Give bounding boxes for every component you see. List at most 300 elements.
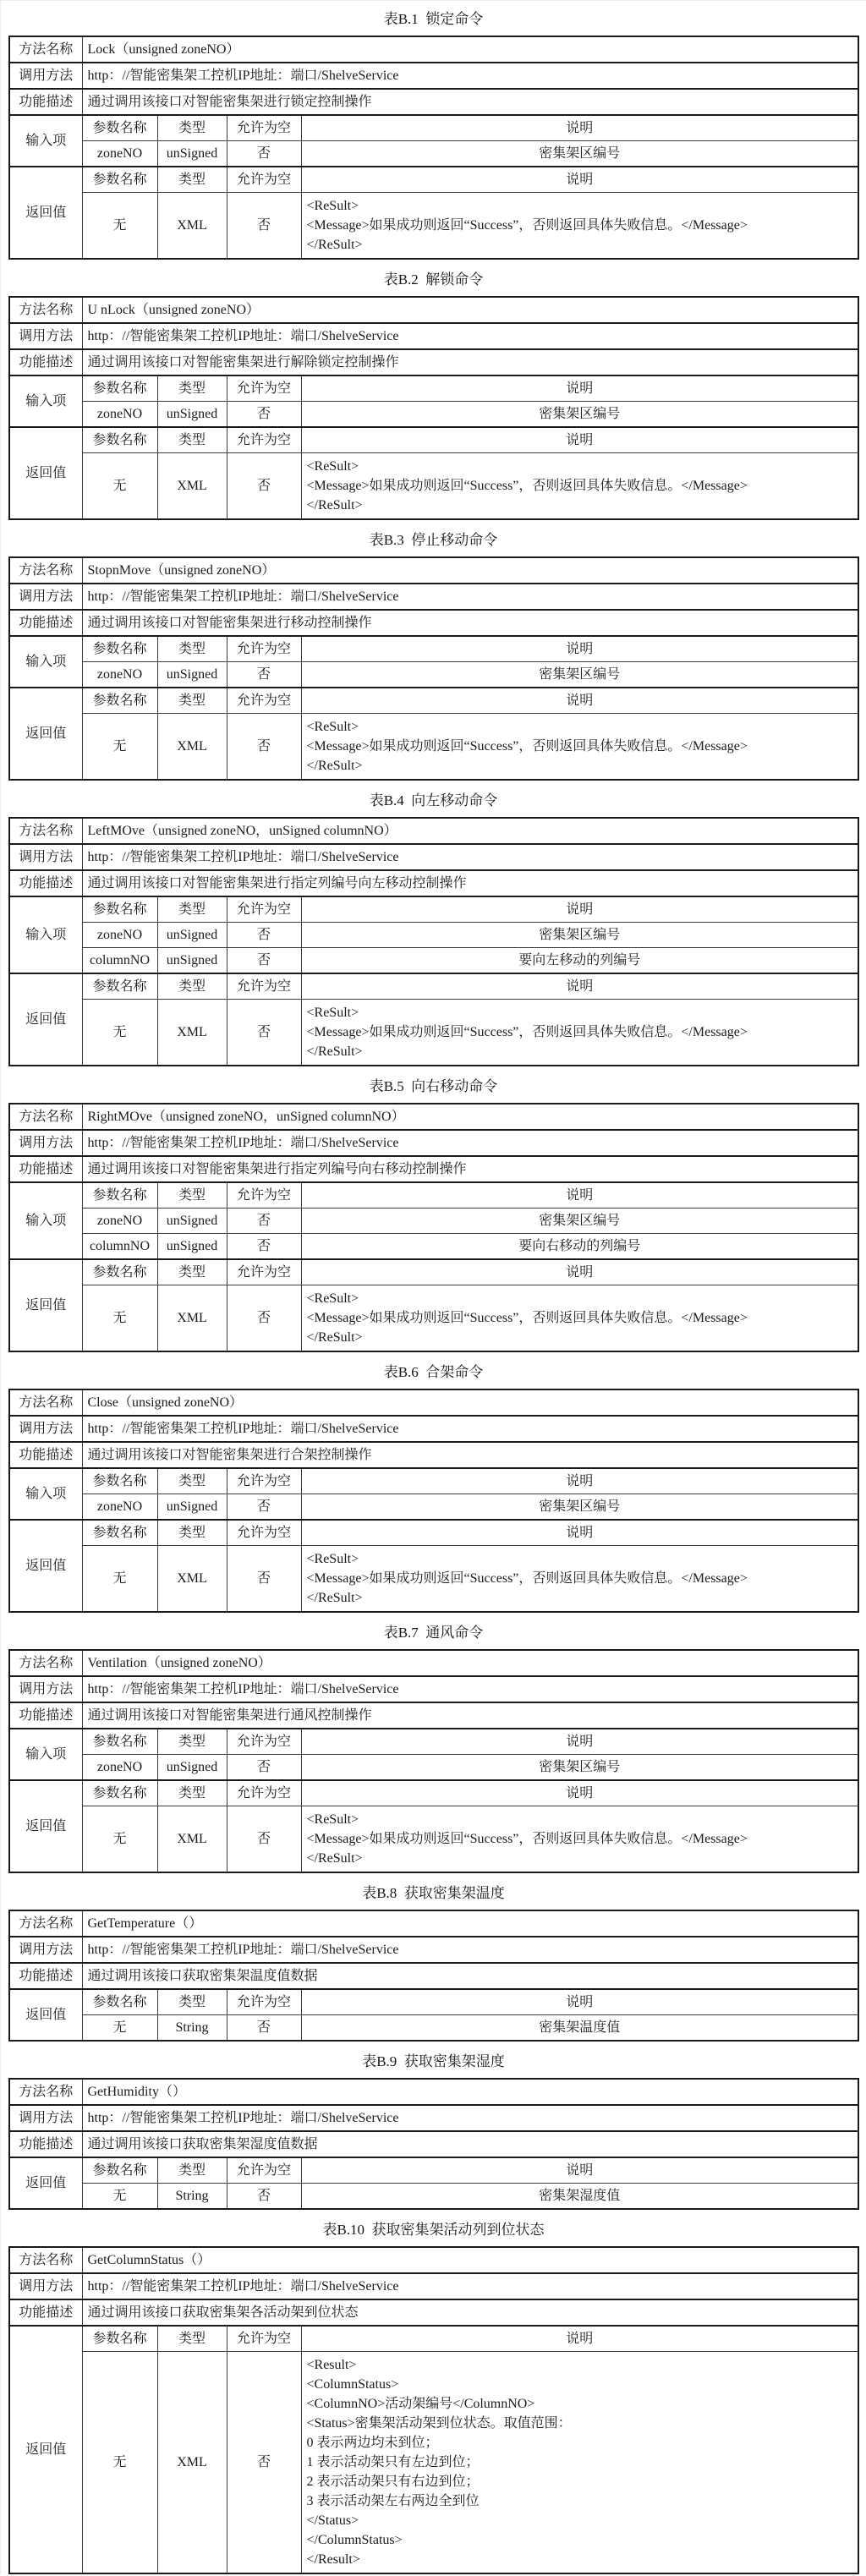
return-value-row: [9, 1546, 858, 1613]
call-method-value: http：//智能密集架工控机IP地址：端口/ShelveService: [82, 323, 858, 349]
method-name-row: [9, 1104, 858, 1130]
param-header-cell-2: 允许为空: [227, 1729, 301, 1755]
call-method-value: http：//智能密集架工控机IP地址：端口/ShelveService: [82, 1937, 858, 1963]
method-name-value: Ventilation（unsigned zoneNO）: [82, 1650, 858, 1676]
row-label-method-name: 方法名称: [9, 1104, 82, 1130]
param-header-cell-0: 参数名称: [82, 1259, 157, 1285]
function-desc-row: [9, 89, 858, 115]
xml-line: <Message>如果成功则返回“Success”，否则返回具体失败信息。</Message>: [306, 479, 748, 493]
xml-line: <Result>: [306, 2358, 357, 2372]
table-caption: 表B.6 合架命令: [383, 1364, 484, 1380]
param-header-cell-3: 说明: [301, 427, 858, 453]
row-label-call-method: 调用方法: [9, 2105, 82, 2131]
row-label-method-name: 方法名称: [9, 2247, 82, 2273]
xml-line: </ReSult>: [306, 1591, 363, 1605]
xml-line: <ColumnStatus>: [306, 2377, 399, 2392]
table-body: [9, 297, 858, 519]
api-table-block-8: [1, 1875, 866, 2042]
param-header-cell-1: 类型: [157, 1729, 227, 1755]
method-name-row: [9, 1650, 858, 1676]
call-method-row: [9, 1416, 858, 1442]
input-param-row: [9, 923, 858, 948]
function-desc-value: 通过调用该接口对智能密集架进行移动控制操作: [82, 610, 858, 636]
return-desc-cell: 密集架湿度值: [301, 2184, 858, 2210]
param-type-cell: unSigned: [157, 1209, 227, 1234]
return-section-header-row: [9, 1780, 858, 1806]
call-method-row: [9, 1676, 858, 1702]
return-desc-cell: [301, 1806, 858, 1873]
row-label-call-method: 调用方法: [9, 1416, 82, 1442]
call-method-row: [9, 323, 858, 349]
return-name-cell: 无: [82, 714, 157, 781]
call-method-row: [9, 1937, 858, 1963]
return-type-cell: XML: [157, 1546, 227, 1613]
return-name-cell: 无: [82, 2015, 157, 2042]
param-header-cell-2: 允许为空: [227, 688, 301, 714]
table-caption: 表B.3 停止移动命令: [369, 532, 498, 548]
param-header-cell-0: 参数名称: [82, 1182, 157, 1209]
xml-line: </ReSult>: [306, 1044, 363, 1059]
param-header-cell-3: 说明: [301, 973, 858, 1000]
return-name-cell: 无: [82, 1546, 157, 1613]
api-table-block-2: [1, 261, 866, 520]
param-header-cell-0: 参数名称: [82, 2326, 157, 2352]
return-nullable-cell: 否: [227, 2184, 301, 2210]
param-header-cell-1: 类型: [157, 1182, 227, 1209]
return-name-cell: 无: [82, 2184, 157, 2210]
param-header-cell-0: 参数名称: [82, 167, 157, 193]
xml-line: </ReSult>: [306, 1851, 363, 1866]
row-label-method-name: 方法名称: [9, 1389, 82, 1416]
function-desc-row: [9, 1156, 858, 1182]
row-label-function-desc: 功能描述: [9, 349, 82, 375]
param-nullable-cell: 否: [227, 1234, 301, 1260]
method-name-value: LeftMOve（unsigned zoneNO，unSigned columnNO）: [82, 818, 858, 844]
param-header-cell-1: 类型: [157, 167, 227, 193]
return-nullable-cell: 否: [227, 193, 301, 260]
xml-line: </ReSult>: [306, 238, 363, 252]
return-desc-cell: [301, 1285, 858, 1352]
return-type-cell: XML: [157, 1000, 227, 1066]
param-header-cell-0: 参数名称: [82, 1729, 157, 1755]
row-label-method-name: 方法名称: [9, 557, 82, 584]
return-section-header-row: [9, 167, 858, 193]
table-body: [9, 1104, 858, 1351]
param-type-cell: unSigned: [157, 662, 227, 688]
xml-line: 2 表示活动架只有右边到位；: [306, 2475, 480, 2489]
input-param-row: [9, 662, 858, 688]
param-nullable-cell: 否: [227, 923, 301, 948]
return-nullable-cell: 否: [227, 2352, 301, 2574]
param-header-cell-3: 说明: [301, 1520, 858, 1546]
row-label-return-section: 返回值: [9, 2157, 82, 2209]
return-name-cell: 无: [82, 1806, 157, 1873]
input-param-row: [9, 948, 858, 974]
param-header-cell-3: 说明: [301, 1989, 858, 2015]
api-table-block-3: [1, 522, 866, 781]
call-method-row: [9, 584, 858, 610]
param-header-cell-1: 类型: [157, 2326, 227, 2352]
function-desc-value: 通过调用该接口对智能密集架进行解除锁定控制操作: [82, 349, 858, 375]
method-name-row: [9, 1910, 858, 1937]
row-label-method-name: 方法名称: [9, 36, 82, 63]
row-label-input-section: 输入项: [9, 1729, 82, 1780]
return-value-row: [9, 1806, 858, 1873]
table-caption: 表B.9 获取密集架湿度: [362, 2053, 505, 2069]
input-section-header-row: [9, 1729, 858, 1755]
param-header-cell-1: 类型: [157, 2157, 227, 2184]
return-value-row: [9, 453, 858, 520]
param-header-cell-2: 允许为空: [227, 375, 301, 402]
call-method-value: http：//智能密集架工控机IP地址：端口/ShelveService: [82, 1416, 858, 1442]
param-header-cell-0: 参数名称: [82, 1468, 157, 1494]
param-header-cell-2: 允许为空: [227, 2157, 301, 2184]
method-name-value: GetColumnStatus（）: [82, 2247, 858, 2273]
param-desc-cell: 密集架区编号: [301, 923, 858, 948]
return-section-header-row: [9, 1259, 858, 1285]
xml-line: </ReSult>: [306, 498, 363, 512]
row-label-input-section: 输入项: [9, 896, 82, 973]
xml-line: <Message>如果成功则返回“Success”，否则返回具体失败信息。</Message>: [306, 1311, 748, 1325]
input-param-row: [9, 1234, 858, 1260]
function-desc-value: 通过调用该接口对智能密集架进行指定列编号向右移动控制操作: [82, 1156, 858, 1182]
row-label-return-section: 返回值: [9, 2326, 82, 2573]
param-header-cell-2: 允许为空: [227, 896, 301, 923]
param-nullable-cell: 否: [227, 402, 301, 428]
row-label-input-section: 输入项: [9, 115, 82, 167]
return-type-cell: XML: [157, 714, 227, 781]
param-header-cell-3: 说明: [301, 2157, 858, 2184]
input-param-row: [9, 402, 858, 428]
param-type-cell: unSigned: [157, 948, 227, 974]
method-name-row: [9, 2079, 858, 2105]
xml-line: <Message>如果成功则返回“Success”，否则返回具体失败信息。</Message>: [306, 1571, 748, 1586]
return-nullable-cell: 否: [227, 2015, 301, 2042]
xml-line: <ReSult>: [306, 1812, 359, 1827]
api-table: [8, 556, 859, 781]
return-nullable-cell: 否: [227, 1806, 301, 1873]
api-table: [8, 2078, 859, 2210]
xml-line: </Result>: [306, 2552, 360, 2567]
param-header-cell-2: 允许为空: [227, 2326, 301, 2352]
function-desc-value: 通过调用该接口对智能密集架进行合架控制操作: [82, 1442, 858, 1468]
param-header-cell-3: 说明: [301, 115, 858, 141]
param-header-cell-2: 允许为空: [227, 1259, 301, 1285]
input-section-header-row: [9, 115, 858, 141]
row-label-method-name: 方法名称: [9, 818, 82, 844]
method-name-value: Lock（unsigned zoneNO）: [82, 36, 858, 63]
row-label-function-desc: 功能描述: [9, 610, 82, 636]
return-name-cell: 无: [82, 453, 157, 520]
param-header-cell-2: 允许为空: [227, 1468, 301, 1494]
return-nullable-cell: 否: [227, 1000, 301, 1066]
row-label-input-section: 输入项: [9, 1182, 82, 1259]
param-header-cell-1: 类型: [157, 375, 227, 402]
table-caption: 表B.7 通风命令: [383, 1625, 484, 1641]
param-header-cell-1: 类型: [157, 1520, 227, 1546]
xml-line: <ReSult>: [306, 459, 359, 474]
call-method-value: http：//智能密集架工控机IP地址：端口/ShelveService: [82, 1130, 858, 1156]
row-label-function-desc: 功能描述: [9, 2131, 82, 2157]
function-desc-value: 通过调用该接口对智能密集架进行锁定控制操作: [82, 89, 858, 115]
param-header-cell-2: 允许为空: [227, 1989, 301, 2015]
row-label-function-desc: 功能描述: [9, 1702, 82, 1729]
row-label-function-desc: 功能描述: [9, 2299, 82, 2326]
return-nullable-cell: 否: [227, 453, 301, 520]
param-name-cell: columnNO: [82, 1234, 157, 1260]
xml-line: <Message>如果成功则返回“Success”，否则返回具体失败信息。</Message>: [306, 1832, 748, 1846]
param-type-cell: unSigned: [157, 1755, 227, 1781]
row-label-function-desc: 功能描述: [9, 89, 82, 115]
xml-line: <ReSult>: [306, 1006, 359, 1020]
row-label-function-desc: 功能描述: [9, 1442, 82, 1468]
xml-line: <Message>如果成功则返回“Success”，否则返回具体失败信息。</Message>: [306, 1025, 748, 1039]
method-name-row: [9, 1389, 858, 1416]
return-type-cell: String: [157, 2184, 227, 2210]
param-header-cell-0: 参数名称: [82, 375, 157, 402]
xml-line: </ReSult>: [306, 759, 363, 773]
call-method-value: http：//智能密集架工控机IP地址：端口/ShelveService: [82, 1676, 858, 1702]
xml-line: 1 表示活动架只有左边到位；: [306, 2455, 480, 2469]
row-label-input-section: 输入项: [9, 375, 82, 427]
param-header-cell-2: 允许为空: [227, 1182, 301, 1209]
input-param-row: [9, 1494, 858, 1521]
function-desc-row: [9, 1963, 858, 1989]
row-label-return-section: 返回值: [9, 167, 82, 259]
method-name-value: Close（unsigned zoneNO）: [82, 1389, 858, 1416]
param-header-cell-2: 允许为空: [227, 1780, 301, 1806]
param-type-cell: unSigned: [157, 141, 227, 167]
function-desc-row: [9, 2299, 858, 2326]
param-header-cell-1: 类型: [157, 973, 227, 1000]
api-table-block-9: [1, 2043, 866, 2210]
row-label-call-method: 调用方法: [9, 844, 82, 870]
row-label-return-section: 返回值: [9, 1989, 82, 2041]
function-desc-value: 通过调用该接口获取密集架温度值数据: [82, 1963, 858, 1989]
function-desc-value: 通过调用该接口获取密集架湿度值数据: [82, 2131, 858, 2157]
param-desc-cell: 密集架区编号: [301, 1755, 858, 1781]
return-value-row: [9, 2184, 858, 2210]
return-nullable-cell: 否: [227, 1546, 301, 1613]
row-label-call-method: 调用方法: [9, 1676, 82, 1702]
return-value-row: [9, 193, 858, 260]
param-header-cell-0: 参数名称: [82, 1989, 157, 2015]
param-header-cell-0: 参数名称: [82, 1520, 157, 1546]
table-body: [9, 2247, 858, 2573]
method-name-value: RightMOve（unsigned zoneNO，unSigned columnNO）: [82, 1104, 858, 1130]
return-desc-cell: 密集架温度值: [301, 2015, 858, 2042]
param-nullable-cell: 否: [227, 662, 301, 688]
param-header-cell-0: 参数名称: [82, 1780, 157, 1806]
call-method-value: http：//智能密集架工控机IP地址：端口/ShelveService: [82, 63, 858, 89]
input-section-header-row: [9, 896, 858, 923]
function-desc-row: [9, 2131, 858, 2157]
xml-line: <ReSult>: [306, 199, 359, 213]
param-nullable-cell: 否: [227, 1755, 301, 1781]
param-desc-cell: 密集架区编号: [301, 1209, 858, 1234]
param-header-cell-3: 说明: [301, 636, 858, 662]
xml-line: <ReSult>: [306, 1291, 359, 1306]
param-desc-cell: 密集架区编号: [301, 1494, 858, 1521]
row-label-return-section: 返回值: [9, 1780, 82, 1872]
return-name-cell: 无: [82, 2352, 157, 2574]
row-label-function-desc: 功能描述: [9, 1156, 82, 1182]
param-header-cell-3: 说明: [301, 1259, 858, 1285]
table-caption: 表B.5 向右移动命令: [369, 1078, 498, 1094]
row-label-return-section: 返回值: [9, 1259, 82, 1351]
return-value-row: [9, 1000, 858, 1066]
api-table-block-10: [1, 2212, 866, 2574]
param-desc-cell: 密集架区编号: [301, 141, 858, 167]
return-type-cell: XML: [157, 453, 227, 520]
method-name-value: GetHumidity（）: [82, 2079, 858, 2105]
row-label-call-method: 调用方法: [9, 323, 82, 349]
param-name-cell: columnNO: [82, 948, 157, 974]
param-desc-cell: 要向左移动的列编号: [301, 948, 858, 974]
return-desc-cell: [301, 2352, 858, 2574]
row-label-input-section: 输入项: [9, 636, 82, 688]
xml-line: <ReSult>: [306, 720, 359, 734]
api-table: [8, 817, 859, 1066]
param-header-cell-0: 参数名称: [82, 896, 157, 923]
param-header-cell-3: 说明: [301, 1780, 858, 1806]
table-body: [9, 1910, 858, 2041]
input-section-header-row: [9, 375, 858, 402]
param-header-cell-3: 说明: [301, 1468, 858, 1494]
input-param-row: [9, 1755, 858, 1781]
return-name-cell: 无: [82, 1285, 157, 1352]
param-header-cell-1: 类型: [157, 427, 227, 453]
api-table-block-5: [1, 1068, 866, 1352]
return-type-cell: XML: [157, 193, 227, 260]
param-type-cell: unSigned: [157, 1494, 227, 1521]
row-label-function-desc: 功能描述: [9, 870, 82, 896]
method-name-row: [9, 36, 858, 63]
param-header-cell-0: 参数名称: [82, 636, 157, 662]
param-name-cell: zoneNO: [82, 1209, 157, 1234]
api-table: [8, 36, 859, 260]
table-body: [9, 1389, 858, 1612]
param-header-cell-1: 类型: [157, 636, 227, 662]
row-label-return-section: 返回值: [9, 973, 82, 1066]
method-name-value: GetTemperature（）: [82, 1910, 858, 1937]
param-header-cell-1: 类型: [157, 1989, 227, 2015]
method-name-row: [9, 557, 858, 584]
input-section-header-row: [9, 1468, 858, 1494]
call-method-value: http：//智能密集架工控机IP地址：端口/ShelveService: [82, 584, 858, 610]
table-caption: 表B.8 获取密集架温度: [362, 1885, 505, 1901]
param-nullable-cell: 否: [227, 948, 301, 974]
function-desc-row: [9, 610, 858, 636]
method-name-row: [9, 2247, 858, 2273]
xml-line: </Status>: [306, 2513, 359, 2528]
return-desc-cell: [301, 193, 858, 260]
param-desc-cell: 要向右移动的列编号: [301, 1234, 858, 1260]
xml-line: <Message>如果成功则返回“Success”，否则返回具体失败信息。</Message>: [306, 739, 748, 754]
input-param-row: [9, 141, 858, 167]
row-label-input-section: 输入项: [9, 1468, 82, 1520]
row-label-method-name: 方法名称: [9, 297, 82, 323]
api-table: [8, 1910, 859, 2042]
table-caption: 表B.1 锁定命令: [383, 11, 484, 27]
param-header-cell-1: 类型: [157, 115, 227, 141]
param-desc-cell: 密集架区编号: [301, 662, 858, 688]
xml-line: <Message>如果成功则返回“Success”，否则返回具体失败信息。</Message>: [306, 218, 748, 233]
param-header-cell-0: 参数名称: [82, 2157, 157, 2184]
xml-line: <Status>密集架活动架到位状态。取值范围：: [306, 2416, 572, 2431]
function-desc-value: 通过调用该接口获取密集架各活动架到位状态: [82, 2299, 858, 2326]
table-body: [9, 36, 858, 259]
param-header-cell-1: 类型: [157, 1259, 227, 1285]
api-table: [8, 1103, 859, 1352]
row-label-method-name: 方法名称: [9, 2079, 82, 2105]
xml-line: 3 表示活动架左右两边全到位: [306, 2494, 480, 2508]
method-name-row: [9, 297, 858, 323]
param-nullable-cell: 否: [227, 1494, 301, 1521]
xml-line: </ReSult>: [306, 1330, 363, 1345]
api-table-block-7: [1, 1614, 866, 1873]
param-header-cell-3: 说明: [301, 2326, 858, 2352]
param-name-cell: zoneNO: [82, 662, 157, 688]
return-desc-cell: [301, 453, 858, 520]
input-param-row: [9, 1209, 858, 1234]
return-section-header-row: [9, 1520, 858, 1546]
api-table: [8, 1389, 859, 1613]
return-section-header-row: [9, 973, 858, 1000]
param-header-cell-2: 允许为空: [227, 1520, 301, 1546]
return-value-row: [9, 714, 858, 781]
row-label-call-method: 调用方法: [9, 1130, 82, 1156]
param-header-cell-3: 说明: [301, 896, 858, 923]
api-table: [8, 296, 859, 520]
param-header-cell-2: 允许为空: [227, 973, 301, 1000]
table-caption: 表B.4 向左移动命令: [369, 792, 498, 808]
row-label-return-section: 返回值: [9, 427, 82, 519]
return-name-cell: 无: [82, 193, 157, 260]
param-header-cell-2: 允许为空: [227, 115, 301, 141]
param-header-cell-0: 参数名称: [82, 688, 157, 714]
return-type-cell: String: [157, 2015, 227, 2042]
call-method-row: [9, 2105, 858, 2131]
row-label-call-method: 调用方法: [9, 1937, 82, 1963]
param-header-cell-3: 说明: [301, 1729, 858, 1755]
param-header-cell-1: 类型: [157, 1468, 227, 1494]
table-body: [9, 1650, 858, 1872]
function-desc-row: [9, 349, 858, 375]
return-type-cell: XML: [157, 1285, 227, 1352]
table-caption: 表B.2 解锁命令: [383, 271, 484, 288]
function-desc-row: [9, 1442, 858, 1468]
call-method-row: [9, 1130, 858, 1156]
row-label-return-section: 返回值: [9, 1520, 82, 1612]
return-section-header-row: [9, 427, 858, 453]
param-header-cell-1: 类型: [157, 896, 227, 923]
row-label-call-method: 调用方法: [9, 2273, 82, 2299]
input-section-header-row: [9, 1182, 858, 1209]
param-type-cell: unSigned: [157, 923, 227, 948]
method-name-value: StopnMove（unsigned zoneNO）: [82, 557, 858, 584]
param-header-cell-3: 说明: [301, 375, 858, 402]
table-body: [9, 557, 858, 780]
call-method-row: [9, 63, 858, 89]
function-desc-row: [9, 1702, 858, 1729]
method-name-value: U nLock（unsigned zoneNO）: [82, 297, 858, 323]
row-label-return-section: 返回值: [9, 688, 82, 780]
param-name-cell: zoneNO: [82, 923, 157, 948]
param-name-cell: zoneNO: [82, 1755, 157, 1781]
return-name-cell: 无: [82, 1000, 157, 1066]
return-desc-cell: [301, 1000, 858, 1066]
